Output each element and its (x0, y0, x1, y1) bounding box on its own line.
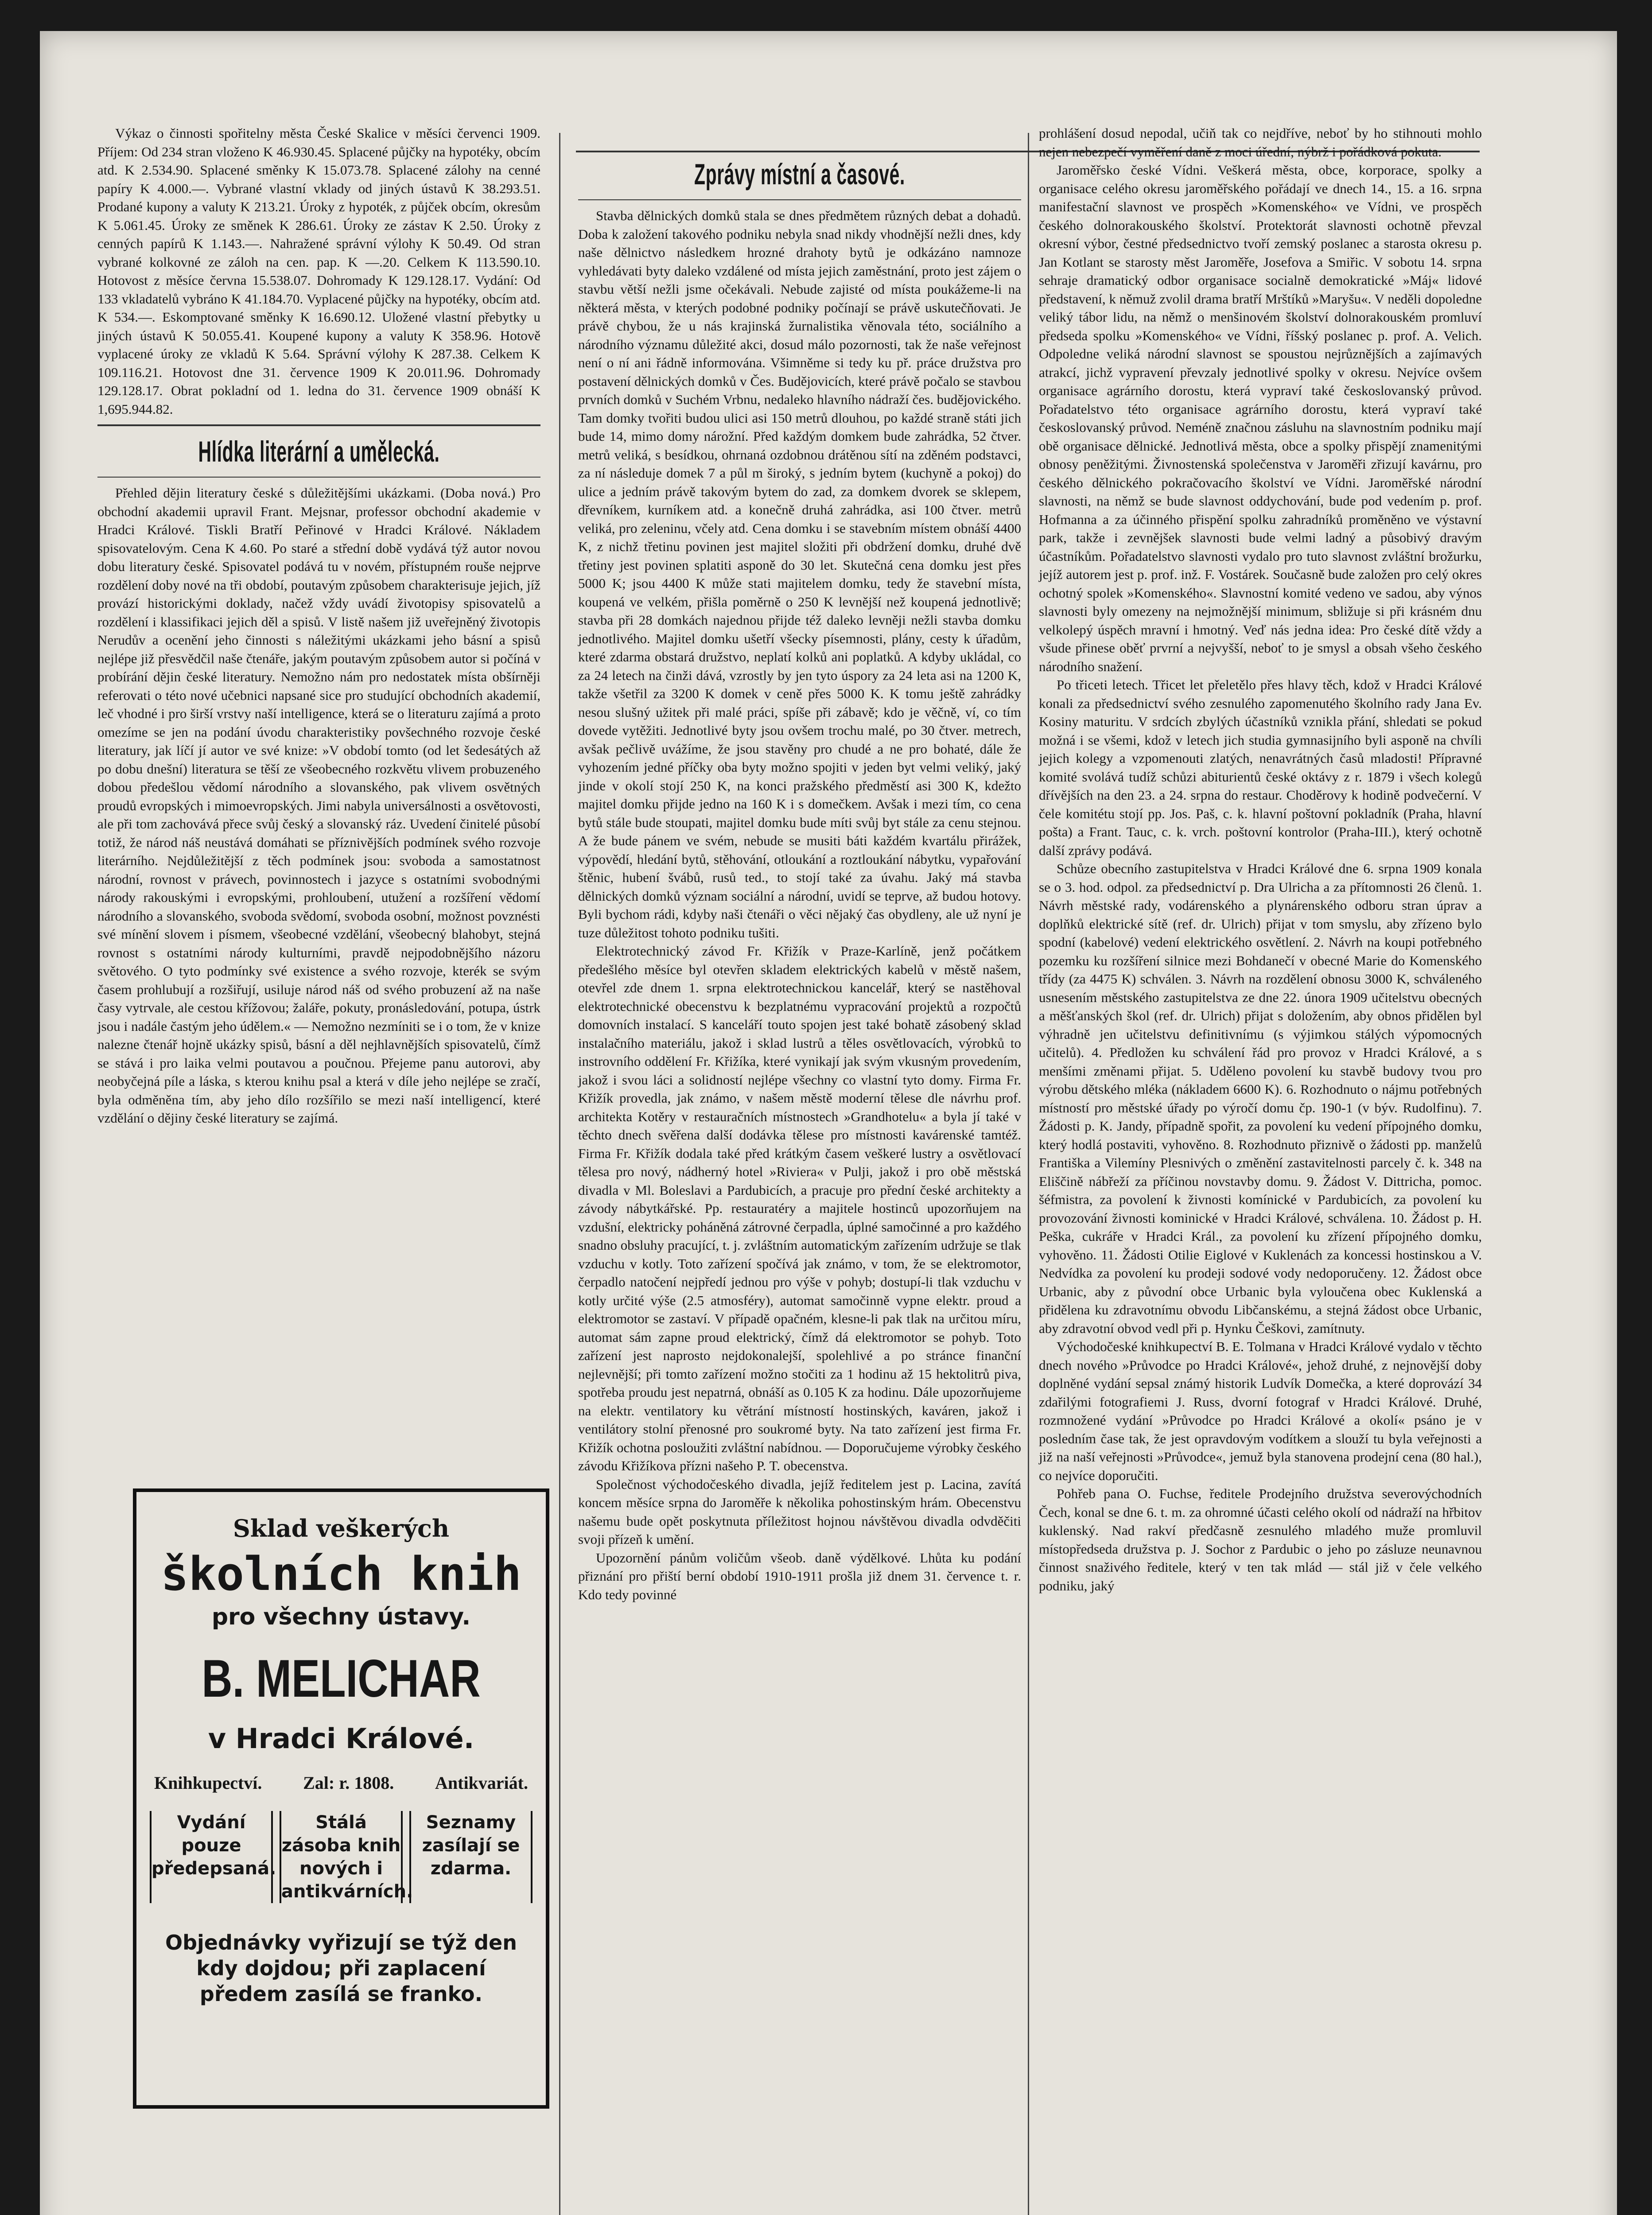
article-jaromer-vienna: Jaroměřsko české Vídni. Veškerá města, obce, korporace, spolky a organisace celého okresu jaroměřského pořádají ve dnech 14., 15. a 16. srpna manifestační slavnost ve prospěch »Komenského« ve Vídni, ve prospěch českého dolnorakouského školství. Protektorát slavnosti ochotně převzal okresní výbor, čestné předsednictvo tvoří zemský poslanec a starosta okresu p. Jan Kotlant se starosty měst Jaroměře, Josefova a Smiřic. V sobotu 14. srpna sehraje dramatický odbor organisace socialně demokratické »Máj« lidové představení, k němuž zvolil drama bratří Mrštíků »Maryšu«. V neděli dopoledne veliký tábor lidu, na němž o menšinovém školství dolnorakouském promluví předseda spolku »Komenského« ve Vídni, říšský poslanec p. prof. A. Velich. Odpoledne veliká národní slavnost se spoustou nejrůznějších a zajímavých atrakcí, jichž vypravení převzaly jednotlivé spolky v okresu. Nejvíce ovšem organisace agrárního dorostu, která vypraví také českoslovanský průvod. Pořadatelstvo této organisace agrárního dorostu, která vypraví také českoslovanský průvod. Neméně značnou zásluhu na slavnostním podniku mají obě organisace dělnické. Jednotlivá města, obce a spolky přispějí znamenitými obnosy peněžitými. Živnostenská společenstva v Jaroměři zřizují kavárnu, pro českého dělnického pokračovacího školství ve Vídni. Jaroměřské národní slavnosti, na němž se bude slavnost oddychování, bude pod vedením p. prof. Hofmanna a za účinného přispění spolku zahradníků proměněno ve výstavní park, takže i zevnějšek slavnosti bude velmi ladný a působivý dravým účastníkům. Pořadatelstvo slavnosti vydalo pro tuto slavnost zvláštní brožurku, jejíž autorem jest p. prof. inž. F. Vostárek. Současně bude založen pro celý okres ochotný spolek »Komenského«. Slavnostní komité vedeno ve sadou, aby výnos slavnosti byly omezeny na nejmožnější minimum, sbližuje si při krásném dnu velkolepý úspěch mravní i hmotný. Veď nás jedna idea: Pro české dítě vždy a všude přinese oběť prvrní a nejvyšší, neboť to je smysl a obsah všeho českého národního snažení. (1039, 162, 1482, 674)
divider (97, 477, 540, 478)
ad-box-catalogs: Seznamy zasílají se zdarma. (409, 1811, 533, 1903)
article-tax-continued: prohlášení dosud nepodal, učiň tak co nejdříve, neboť by ho stihnouti mohlo nejen nebezpečí vyměření daně z moci úřední, nýbrž i pořádková pokuta. (1039, 125, 1482, 159)
column-divider (559, 133, 560, 2215)
article-bookstore-guide: Východočeské knihkupectví B. E. Tolmana v Hradci Králové vydalo v těchto dnech nového »Průvodce po Hradci Králové«, jehož druhé, z nejnovější doby doplněné vydání sepsal známý historik Ludvík Domečka, a které doprovází 34 zdařilými fotografiemi J. Russ, dvorní fotograf v Hradci Králové. Druhé, rozmnožené vydání »Průvodce po Hradci Králové a okolí« psáno je v posledním čase tak, že jest opravdovým vodítkem a slouží tu byla veřejnosti a již na naší veřejnosti »Průvodce«, jemuž byla stanovena prodejní cena (80 hal.), co nejvíce doporučiti. (1039, 1339, 1482, 1483)
section-heading-local-news: Zprávy místní a časové. (694, 158, 905, 190)
ad-line-2: školních knih (161, 1547, 521, 1601)
ad-line-3: pro všechny ústavy. (211, 1604, 471, 1630)
column-divider (1028, 133, 1029, 2215)
literature-review: Přehled dějin literatury české s důležitějšími ukázkami. (Doba nová.) Pro obchodní akademii upravil Frant. Mejsnar, professor obchodní akademie v Hradci Králové. Tiskli Bratří Peřinové v Hradci Králové. Nákladem spisovatelovým. Cena K 4.60. Po staré a střední době vydává týž autor novou dobu literatury české. Spisovatel podává tu v novém, přístupném rouše nejprve rozdělení doby nové na tři období, poutavým způsobem charakterisuje jejich, jíž provází historickými doklady, načež vždy uvádí životopisy spisovatelů a rozdělení i klassifikaci jejich děl a spisů. V listě našem již uveřejněný životopis Nerudův a ocenění jeho činnosti s náležitými ukázkami jeho básní a spisů nejlépe již přesvědčil naše čtenáře, jakým poutavým způsobem autor si počíná v probírání dějin české literatury. Nemožno nám pro nedostatek místa obšírněji referovati o této nové učebnici napsané sice pro studující obchodních akademií, leč vhodné i pro širší vrstvy naší intelligence, která se o literaturu zajímá a proto omezíme se jen na podání úvodu charakteristiky povšechného rozvoje české literatury, jak líčí jí autor ve své knize: »V období tomto (od let šedesátých až po dobu dnešní) literatura se těší ze všeobecného rozkvětu vlivem probuzeného dobou předešlou vědomí národního a slovanského, pak vlivem osvětných proudů evropských i mimoevropských. Jimi nabyla universálnosti a osvětovosti, ale při tom zachovává přece svůj český a slovanský ráz. Uvedení činitelé působí totiž, že národ náš neustává domáhati se příznivějších podmínek svého rozvoje literárního. Nejdůležitější z těch podmínek jsou: svoboda a samostatnost národní, rovnost v právech, povinnostech i jazyce s ostatními svobodnými národy rakouskými i evropskými, prohloubení, utužení a rozšíření vědomí národního a slovanského, svoboda svědomí, svoboda osobní, možnost povznésti své mínění slovem i písmem, všeobecné vzdělání, všeobecný blahobyt, stejná rovnost s ostatními národy kulturními, pravdě nejpodobnějšího názoru světového. O tyto podmínky své existence a svého rozvoje, kterék se svým časem prohlubují a rozšiřují, usiluje národ náš od svého probuzení až na naše časy vytrvale, ale cestou křížovou; žaláře, pokuty, pronásledování, potupa, ústrk jsou i nadále častým jeho údělem.« — Nemožno nezmíniti se i o tom, že v knize nalezne čtenář hojně ukázky spisů, básní a děl nejhlavnějších spisovatelů, čímž se stává i pro laika velmi poutavou a poučnou. Přejeme panu autorovi, aby neobyčejná píle a láska, s kterou knihu psal a která v díle jeho nejlépe se zračí, byla odměněna tím, aby jeho dílo rozšířilo se mezi naší intelligencí, které vzdělání o dějiny české literatury se zajímá. (97, 485, 540, 1126)
section-heading-literary: Hlídka literární a umělecká. (198, 435, 440, 468)
ad-tagline (154, 1772, 528, 1793)
divider (97, 424, 540, 426)
column-right (1039, 124, 1482, 1595)
ad-line-1: Sklad veškerých (233, 1514, 450, 1543)
column-left (97, 124, 540, 1127)
savings-report: Výkaz o činnosti spořitelny města České Skalice v měsíci červenci 1909. Příjem: Od 234 stran vloženo K 46.930.45. Splacené půjčky na hypotéky, obcím atd. K 2.534.90. Splacené směnky K 15.073.78. Splacené zálohy na cenné papíry K 4.000.—. Vybrané vlastní vklady od jiných ústavů K 38.293.51. Prodané kupony a valuty K 213.21. Úroky z hypoték, z půjček obcím, okresům K 5.061.45. Úroky ze směnek K 286.61. Úroky ze zástav K 2.50. Úroky z cenných papírů K 1.143.—. Nahražené správní výlohy K 50.49. Od stran vybrané kolkovné ze záloh na cen. pap. K —.20. Celkem K 113.590.10. Hotovost z měsíce června 15.538.07. Dohromady K 129.128.17. Vydání: Od 133 vkladatelů vybráno K 41.184.70. Vyplacené půjčky na hypotéky, obcím atd. K 534.—. Eskomptované směnky K 16.690.12. Uložené vlastní přebytky u jiných ústavů K 50.055.41. Koupené kupony a valuty K 358.96. Hotově vyplacené úroky ze vkladů K 5.64. Správní výlohy K 287.38. Celkem K 109.116.21. Hotovost dne 31. července 1909 K 20.011.96. Dohromady 129.128.17. Obrat pokladní od 1. ledna do 31. července 1909 obnáší K 1,695.944.82. (97, 125, 540, 417)
divider (578, 199, 1021, 200)
column-middle (578, 124, 1021, 1604)
ad-info-boxes (150, 1811, 533, 1903)
ad-location: v Hradci Králové. (208, 1722, 474, 1755)
article-workers-houses: Stavba dělnických domků stala se dnes předmětem různých debat a dohadů. Doba k založení takového podniku nebyla snad nikdy vhodnější nežli dnes, kdy naše dělnictvo následkem hrozné drahoty bytů je odkázáno namnoze vyhledávati byty daleko vzdálené od místa jejich zaměstnání, proto jest zájem o stavbu větší nežli jsme očekávali. Nebude zajisté od místa poukážeme-li na některá města, v kterých podobné podniky počínají se právě uskutečňovati. Je právě chybou, že u nás krajinská žurnalistika věnovala této, sociálního a národního významu důležité akci, dosud málo pozornosti, tak že naše veřejnost není o ní ani řádně informována. Všimněme si tedy ku př. práce družstva pro postavení dělnických domků v Čes. Budějovicích, které právě počalo se stavbou prvních domků v Suchém Vrbnu, nedaleko hlavního nádraží čes. budějovického. Tam domky tvořiti budou ulici asi 150 metrů dlouhou, po každé straně státi jich bude 14, mimo domy nárožní. Před každým domkem bude zahrádka, 52 čtver. metrů veliká, s besídkou, ohrnaná ozdobnou drátěnou sítí na zděném podstavci, za ní následuje domek 7 a půl m široký, s jedním bytem (kuchyně a pokoj) do ulice a jedním právě takovým bytem do zad, za domkem dvorek se sklepem, dřevníkem, kurníkem atd. a konečně druhá zahrádka, asi 100 čtver. metrů veliká, pro zeleninu, včely atd. Cena domku i se stavebním místem obnáší 4400 K, z nichž třetinu povinen jest majitel složiti při obdržení domku, druhé dvě třetiny jest povinen splatiti asponě do 30 let. Skutečná cena domku jest přes 5000 K; jsou 4400 K může stati majitelem domku, tedy že stavební místa, koupená ve velkém, přišla poměrně o 250 K levnější než koupená jednotlivě; stavba při 28 domkách najednou přijde též daleko levněji nežli stavba domku jednotlivého. Majitel domku ušetří všecky písemnosti, plány, cesty k úřadům, které zdarma obstará družstvo, neplatí kolků ani poplatků. A kdyby ukládal, co za 24 letech na činži dává, vzrostly by jen tyto úspory za 24 leta asi na 1200 K, takže všetřil za 3200 K domek v ceně přes 5000 K. K tomu ještě zahrádky nesou slušný užitek při malé práci, spíše při zábavě; kdo je věčně, ví, co tím dovede vytěžiti. Jednotlivé byty jsou ovšem trochu malé, po 30 čtver. metrech, avšak pečlivě uvážíme, že jsou stavěny pro chudé a ne pro bohaté, dále že vyhozením jedné příčky oba byty možno spojiti v jeden byt velmi veliký, jaký jinde v okolí stojí 250 K, na konci pražského předměstí asi 300 K, kdežto majitel domku přijde jedno na 160 K i s domečkem. Avšak i mezi tím, co cena bytů stále bude stoupati, majitel domku bude míti svůj byt stále za cenu stejnou. A že bude pánem ve svém, nebude se musiti báti každém kvartálu přirážek, výpovědí, hledání bytů, stěhování, otloukání a roztloukání nábytku, vypařování štěnic, hubení švábů, rusů ted., to stojí také za úvahu. Jaký má stavba dělnických domků význam sociální a národní, uvidí se teprve, až budou hotovy. Byli bychom rádi, kdyby naši čtenáři o věci nějaký čas obydleny, ale už nyní je tuze důležitost tohoto podniku tušiti. (578, 208, 1021, 940)
ad-box-editions: Vydání pouze předepsaná. (150, 1811, 273, 1903)
ad-tag-founded: Zal: r. 1808. (303, 1773, 394, 1793)
article-funeral: Pohřeb pana O. Fuchse, ředitele Prodejního družstva severovýchodních Čech, konal se dne 6. t. m. za ohromné účasti celého okolí od nádraží na hřbitov kuklenský. Nad rakví předčasně zesnulého mladého muže promluvil místopředseda družstva p. J. Sochor z Pardubic o jeho po zásluze neunavnou činnost snaživého ředitele, který v ten tak mlád — stál již v čele velkého podniku, jaký (1039, 1486, 1482, 1593)
article-theatre: Společnost východočeského divadla, jejíž ředitelem jest p. Lacina, zavítá koncem měsíce srpna do Jaroměře k několika pohostinským hrám. Obecenstvu našemu bude opět poskytnuta příležitost hojnou návštěvou divadla odvděčiti svoji přízeň k umění. (578, 1476, 1021, 1547)
ad-tag-bookstore: Knihkupectví. (154, 1773, 262, 1793)
ad-footer: Objednávky vyřizují se týž den kdy dojdou; při zaplacení předem zasílá se franko. (165, 1931, 517, 2006)
article-council-meeting: Schůze obecního zastupitelstva v Hradci Králové dne 6. srpna 1909 konala se o 3. hod. odpol. za předsednictví p. Dra Ulricha a za přítomnosti 26 členů. 1. Návrh městské rady, vodárenského a plynárenského odboru stran úprav a doplňků elektrické sítě (ref. dr. Ulrich) přijat v tom smyslu, aby zřízeno bylo spodní (kabelové) vedení elektrického osvětlení. 2. Návrh na koupi potřebného pozemku ku rozšíření silnice mezi Bohdanečí v obecné Marie do Komenského třídy (za 4475 K) schválen. 3. Návrh na rozdělení obnosu 3000 K, schváleného usnesením městského zastupitelstva ze dne 22. února 1909 učitelstvu obecných a měšťanských škol (ref. dr. Ulrich) přijat s doložením, aby obnos přidělen byl výhradně jen učitelstvu definitivnímu (s výjimkou stálých výpomocných učitelů). 4. Předložen ku schválení řád pro provoz v Hradci Králové, a s menšími změnami přijat. 5. Uděleno povolení ku stavbě budovy tvou pro výrobu dětského mléka (nákladem 6600 K). 6. Rozhodnuto o nájmu potřebných místností pro městské úřady po výročí domu čp. 190-1 (v býv. Rudolfinu). 7. Žádosti p. K. Jandy, případně spořit, za povolení ku vedení přípojného domku, který hodlá postaviti, vyhověno. 8. Rozhodnuto přiznivě o žádosti pp. manželů Františka a Vilemíny Plesnivých o změnění zastavitelnosti parcely č. k. 348 na Eliščině nábřeží za příčinou novstavby domu. 9. Žádost V. Dittricha, pomoc. šéfmistra, za povolení k živnosti komínické v Pardubicích, za povolení ku provozování živnosti kominické v Hradci Králové, schválena. 10. Žádost p. H. Peška, cukráře v Hradci Král., za povolení ku zřízení přípojného domku, vyhověno. 11. Žádosti Otilie Eiglové v Kuklenách za koncessi hostinskou a V. Nedvídka za povolení ku prodeji sodové vody nedoporučeny. 12. Žádost obce Urbanic, aby z původní obce Urbanic byla vyloučena obec Kuklenská a přidělena ku zdravotnímu obvodu Libčanskému, a stejná žádost obce Urbanic, aby zdravotní obvod vedl při p. Hynku Češkovi, zamítnuty. (1039, 861, 1482, 1336)
article-thirty-years: Po třiceti letech. Třicet let přeletělo přes hlavy těch, kdož v Hradci Králové konali za předsednictví svého zesnulého zapomenutého školního rady Jana Ev. Kosiny maturitu. V srdcích zbylých účastníků vznikla přání, shledati se pokud možná i se všemi, kdož v letech jich studia gymnasijního byli asponě na chvíli jejich kolegy a vzpomenouti zlatých, nenavrátných časů mladosti! Přípravné komité svolává tudíž schůzi abiturientů české oktávy z r. 1879 i všech kolegů dřívějších na den 23. a 24. srpna do restaur. Choděrovy k hodině podvečerní. V čele komitétu stojí pp. Jos. Paš, c. k. hlavní poštovní pokladník (Praha, hlavní pošta) a Frant. Tauc, c. k. vrch. poštovní kontrolor (Praha-III.), který ochotně další zprávy podává. (1039, 677, 1482, 858)
ad-tag-antique: Antikvariát. (435, 1773, 528, 1793)
ad-box-stock: Stálá zásoba knih nových i antikvárních. (280, 1811, 403, 1903)
article-tax-notice: Upozornění pánům voličům všeob. daně výdělkové. Lhůta ku podání přiznání pro přiští berní období 1910-1911 prošla již dnem 31. července t. r. Kdo tedy povinné (578, 1550, 1021, 1602)
article-krizik: Elektrotechnický závod Fr. Křižík v Praze-Karlíně, jenž počátkem předešlého měsíce byl otevřen skladem elektrických kabelů v městě našem, otevřel zde dnem 1. srpna elektrotechnickou kancelář, který se nastěhoval elektrotechnické obecenstvu k bezplatnému vypracování projektů a rozpočtů domovních instalací. S kanceláří touto spojen jest také bohatě zásobený sklad instalačního materiálu, jakož i sklad lustrů a těles osvětlovacích, výrobků to instrovního oddělení Fr. Křižíka, které vynikají jak svým vkusným provedením, jakož i svou láci a solidností nejlépe všechny co vlastní tyto domy. Firma Fr. Křižík provedla, jak známo, v našem městě moderní tělese dle návrhu prof. architekta Kotěry v restauračních místnostech »Grandhotelu« a byla jí také v těchto dnech svěřena další dodávka tělese pro místnosti kavárenské tamtéž. Firma Fr. Křižík dodala také před krátkým časem veškeré lustry a osvětlovací tělesa pro nový, nádherný hotel »Riviera« v Pulji, jakož i pro obě městská divadla v Ml. Boleslavi a Pardubicích, a pracuje pro přední české architekty a závody nábytkářské. Pp. restauratéry a majitele hostinců upozorňujem na vzdušní, elektricky poháněná zátrovné čerpadla, úplné samočinné a pro každého snadno obsluhy pracující, t. j. zvláštním automatickým zařízením udržuje se tlak vzduchu v kotly. Toto zařízení spočívá jak známo, v tom, že se elektromotor, čerpadlo natočení nejpředí jednou pro výše v pohyb; dostupí-li tlak vzduchu v kotly určité výše (2.5 atmosféry), automat samočinně vypne elektr. proud a elektromotor se zastaví. V případě opačném, klesne-li pak tlak na určitou míru, automat sám zapne proud elektrický, čímž dá elektromotor se pohyb. Toto zařízení jest naprosto nejdokonalejší, spolehlivé a po stránce finanční nejlevnější; při tomto zařízení možno stočiti za 1 hodinu až 15 hektolitrů piva, spotřeba proudu jest nepatrná, obnáší as 0.105 K za hodinu. Dále upozorňujeme na elektr. ventilatory ku větrání místností hostinských, kaváren, jakož i ventilátory stolní přenosné pro soukromé byty. Na tato zařízení jest firma Fr. Křižík ochotna posloužiti zvláštní nabídnou. — Doporučujeme výrobky českého závodu Křižíkova přízni našeho P. T. obecenstva. (578, 943, 1021, 1473)
ad-brand-name: B. MELICHAR (202, 1649, 481, 1708)
melichar-advertisement (133, 1488, 549, 2109)
